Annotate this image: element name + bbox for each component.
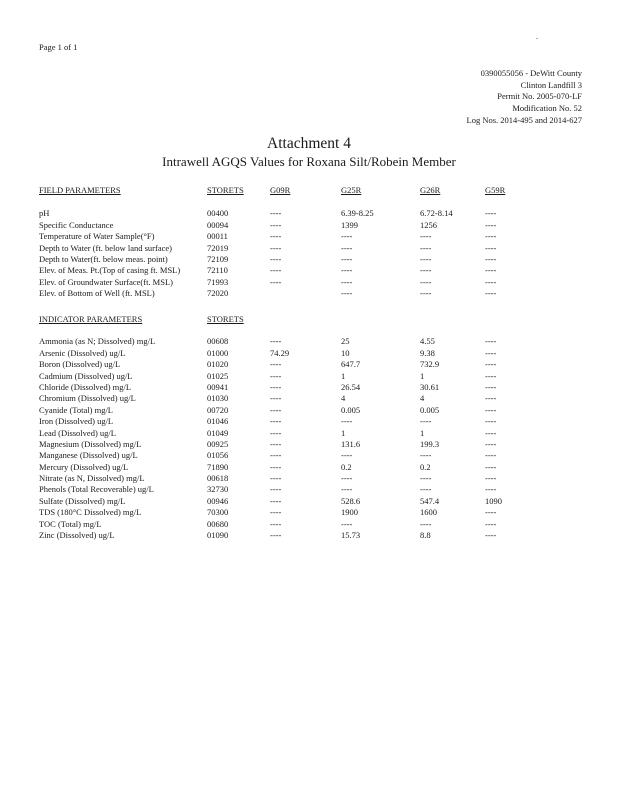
column-header-g25r: G25R [341,185,362,195]
column-header-g09r: G09R [270,185,291,195]
g25r-value: ---- [341,265,353,276]
table-row [39,336,599,347]
g59r-value: ---- [485,461,497,472]
g25r-value: ---- [341,242,353,253]
column-header-parameter: FIELD PARAMETERS [39,185,121,195]
g59r-value: ---- [485,473,497,484]
g59r-value: ---- [485,253,497,264]
g59r-value: ---- [485,484,497,495]
g26r-value: ---- [420,253,432,264]
field-parameters-header-row [39,185,599,196]
parameter-name: Ammonia (as N; Dissolved) mg/L [39,336,156,347]
storet-code: 00400 [207,208,229,219]
storet-code: 00680 [207,518,229,529]
g59r-value: ---- [485,208,497,219]
storet-code: 00094 [207,219,229,230]
g25r-value: 131.6 [341,438,361,449]
g26r-value: 8.8 [420,530,431,541]
g59r-value: ---- [485,231,497,242]
g09r-value: ---- [270,208,282,219]
table-row [39,473,599,484]
storet-code: 72109 [207,253,229,264]
g26r-value: 6.72-8.14 [420,208,453,219]
table-row [39,507,599,518]
parameter-name: Manganese (Dissolved) ug/L [39,450,138,461]
g26r-value: ---- [420,450,432,461]
table-row [39,371,599,382]
corner-mark: . [536,32,538,41]
storet-code: 00608 [207,336,229,347]
storet-code: 01090 [207,530,229,541]
column-header-storets: STORETS [207,314,244,324]
g09r-value: ---- [270,530,282,541]
parameter-name: Cyanide (Total) mg/L [39,404,113,415]
g59r-value: ---- [485,450,497,461]
g25r-value: ---- [341,276,353,287]
g59r-value: 1090 [485,495,502,506]
field-parameters-table [39,185,599,300]
g09r-value: ---- [270,242,282,253]
g59r-value: ---- [485,242,497,253]
storet-code: 01025 [207,370,229,381]
table-row [39,265,599,276]
parameter-name: pH [39,208,50,219]
g25r-value: 25 [341,336,350,347]
g09r-value: ---- [270,427,282,438]
parameter-name: Lead (Dissolved) ug/L [39,427,116,438]
g25r-value: ---- [341,518,353,529]
header-line-modification: Modification No. 52 [512,103,582,114]
g59r-value: ---- [485,370,497,381]
g26r-value: 1 [420,370,425,381]
g26r-value: ---- [420,288,432,299]
storet-code: 01046 [207,416,229,427]
g09r-value: ---- [270,276,282,287]
parameter-name: Chromium (Dissolved) ug/L [39,393,136,404]
g09r-value: ---- [270,370,282,381]
g26r-value: 4.55 [420,336,435,347]
table-row [39,231,599,242]
g59r-value: ---- [485,381,497,392]
indicator-parameters-table [39,314,599,541]
g26r-value: ---- [420,416,432,427]
g26r-value: 4 [420,393,425,404]
document-title: Attachment 4 [267,135,351,152]
storet-code: 00941 [207,381,229,392]
g26r-value: ---- [420,242,432,253]
header-line-facility: Clinton Landfill 3 [520,79,582,90]
g59r-value: ---- [485,347,497,358]
g25r-value: 26.54 [341,381,361,392]
storet-code: 01056 [207,450,229,461]
storet-code: 01030 [207,393,229,404]
parameter-name: Sulfate (Dissolved) mg/L [39,495,126,506]
g59r-value: ---- [485,359,497,370]
table-row [39,484,599,495]
storet-code: 01000 [207,347,229,358]
g25r-value: 15.73 [341,530,361,541]
storet-code: 70300 [207,507,229,518]
g25r-value: 6.39-8.25 [341,208,374,219]
g09r-value: ---- [270,253,282,264]
g25r-value: 1 [341,427,346,438]
g26r-value: ---- [420,276,432,287]
g26r-value: 0.2 [420,461,431,472]
g26r-value: 0.005 [420,404,440,415]
g25r-value: ---- [341,231,353,242]
table-row [39,393,599,404]
g25r-value: 0.005 [341,404,361,415]
g25r-value: 10 [341,347,350,358]
g09r-value: ---- [270,484,282,495]
g59r-value: ---- [485,507,497,518]
parameter-name: Nitrate (as N, Dissolved) mg/L [39,473,145,484]
table-row [39,243,599,254]
g26r-value: ---- [420,265,432,276]
g25r-value: 1900 [341,507,358,518]
parameter-name: Boron (Dissolved) ug/L [39,359,121,370]
parameter-name: Chloride (Dissolved) mg/L [39,381,132,392]
g59r-value: ---- [485,393,497,404]
column-header-g26r: G26R [420,185,441,195]
g26r-value: ---- [420,473,432,484]
storet-code: 72019 [207,242,229,253]
parameter-name: Mercury (Dissolved) ug/L [39,461,129,472]
g25r-value: ---- [341,253,353,264]
g26r-value: 1600 [420,507,437,518]
g26r-value: 1 [420,427,425,438]
g09r-value: ---- [270,507,282,518]
g26r-value: 199.3 [420,438,440,449]
header-line-log-numbers: Log Nos. 2014-495 and 2014-627 [466,114,582,125]
table-row [39,462,599,473]
g25r-value: ---- [341,450,353,461]
parameter-name: Arsenic (Dissolved) ug/L [39,347,126,358]
table-row [39,288,599,299]
header-line-county: 0390055056 - DeWitt County [480,68,582,78]
parameter-name: Magnesium (Dissolved) mg/L [39,438,142,449]
page-number: Page 1 of 1 [39,42,78,52]
g09r-value: ---- [270,265,282,276]
header-block [467,68,582,127]
parameter-name: Iron (Dissolved) ug/L [39,416,114,427]
g09r-value: ---- [270,336,282,347]
parameter-name: TDS (180°C Dissolved) mg/L [39,507,142,518]
g59r-value: ---- [485,336,497,347]
g26r-value: 547.4 [420,495,440,506]
g09r-value: ---- [270,450,282,461]
g59r-value: ---- [485,530,497,541]
g25r-value: 528.6 [341,495,361,506]
storet-code: 00925 [207,438,229,449]
storet-code: 01049 [207,427,229,438]
storet-code: 72020 [207,288,229,299]
table-row [39,277,599,288]
storet-code: 72110 [207,265,228,276]
column-header-parameter: INDICATOR PARAMETERS [39,314,143,324]
storet-code: 00946 [207,495,229,506]
g09r-value: 74.29 [270,347,290,358]
g59r-value: ---- [485,288,497,299]
storet-code: 00720 [207,404,229,415]
table-row [39,496,599,507]
g09r-value: ---- [270,518,282,529]
g09r-value: ---- [270,231,282,242]
g59r-value: ---- [485,518,497,529]
storet-code: 00618 [207,473,229,484]
parameter-name: Depth to Water (ft. below land surface) [39,242,172,253]
g25r-value: ---- [341,484,353,495]
header-line-permit: Permit No. 2005-070-LF [497,91,582,102]
g59r-value: ---- [485,265,497,276]
g09r-value: ---- [270,495,282,506]
parameter-name: Zinc (Dissolved) ug/L [39,530,115,541]
g09r-value: ---- [270,393,282,404]
g25r-value: 1 [341,370,346,381]
g25r-value: 0.2 [341,461,352,472]
parameter-name: Specific Conductance [39,219,114,230]
g59r-value: ---- [485,219,497,230]
g09r-value: ---- [270,461,282,472]
storet-code: 00011 [207,231,228,242]
g09r-value: ---- [270,416,282,427]
g26r-value: ---- [420,518,432,529]
storet-code: 71890 [207,461,229,472]
parameter-name: Elev. of Bottom of Well (ft. MSL) [39,288,155,299]
g59r-value: ---- [485,427,497,438]
table-row [39,382,599,393]
g09r-value: ---- [270,438,282,449]
g25r-value: 1399 [341,219,358,230]
document-subtitle: Intrawell AGQS Values for Roxana Silt/Robein Member [162,154,456,169]
g59r-value: ---- [485,438,497,449]
g26r-value: 732.9 [420,359,440,370]
g25r-value: ---- [341,288,353,299]
table-row [39,208,599,219]
table-row [39,254,599,265]
g59r-value: ---- [485,416,497,427]
g25r-value: ---- [341,473,353,484]
parameter-name: TOC (Total) mg/L [39,518,102,529]
g09r-value: ---- [270,404,282,415]
g26r-value: 30.61 [420,381,440,392]
g25r-value: 647.7 [341,359,361,370]
g59r-value: ---- [485,404,497,415]
parameter-name: Elev. of Groundwater Surface(ft. MSL) [39,276,173,287]
g26r-value: 9.38 [420,347,435,358]
parameter-name: Phenols (Total Recoverable) ug/L [39,484,154,495]
g09r-value: ---- [270,219,282,230]
table-row [39,439,599,450]
parameter-name: Temperature of Water Sample(°F) [39,231,155,242]
table-row [39,416,599,427]
parameter-name: Depth to Water(ft. below meas. point) [39,253,168,264]
table-row [39,220,599,231]
g26r-value: 1256 [420,219,437,230]
indicator-parameters-header-row [39,314,599,325]
storet-code: 32730 [207,484,229,495]
parameter-name: Cadmium (Dissolved) ug/L [39,370,133,381]
table-row [39,359,599,370]
parameter-name: Elev. of Meas. Pt.(Top of casing ft. MSL) [39,265,181,276]
table-row [39,428,599,439]
g09r-value: ---- [270,359,282,370]
table-row [39,530,599,541]
table-row [39,348,599,359]
g09r-value: ---- [270,473,282,484]
table-row [39,450,599,461]
g25r-value: 4 [341,393,346,404]
g09r-value: ---- [270,381,282,392]
storet-code: 71993 [207,276,229,287]
column-header-g59r: G59R [485,185,506,195]
table-row [39,405,599,416]
storet-code: 01020 [207,359,229,370]
column-header-storets: STORETS [207,185,244,195]
g26r-value: ---- [420,231,432,242]
table-row [39,519,599,530]
g59r-value: ---- [485,276,497,287]
g25r-value: ---- [341,416,353,427]
g26r-value: ---- [420,484,432,495]
